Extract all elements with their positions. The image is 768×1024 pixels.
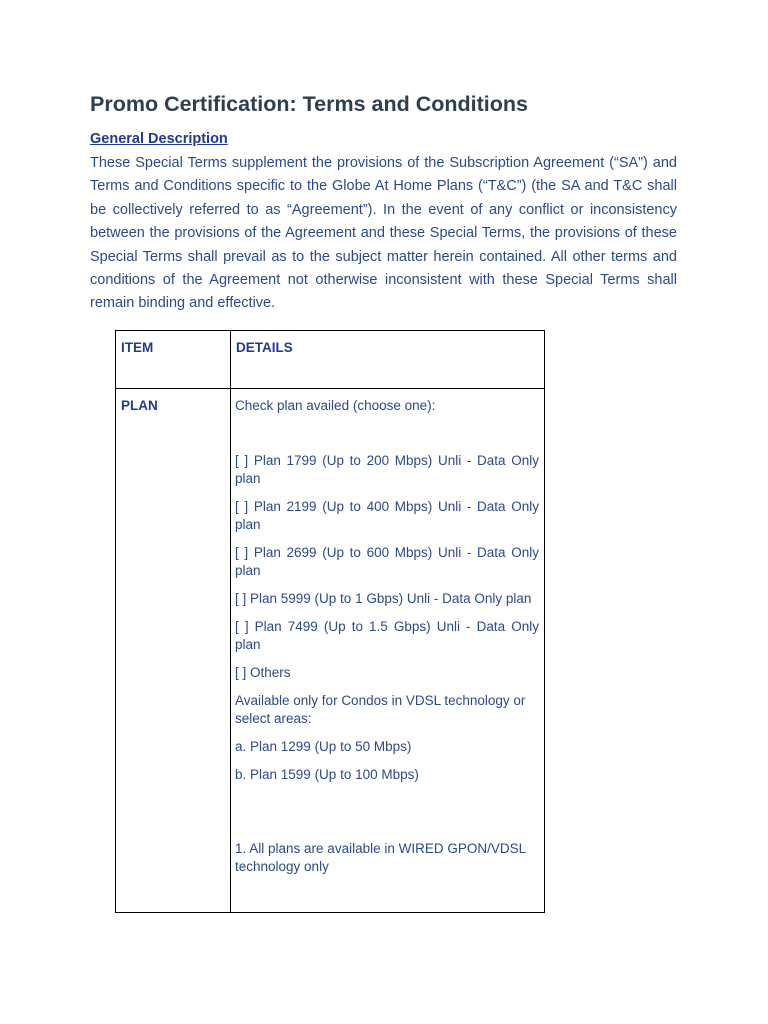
plan-footnote: 1. All plans are available in WIRED GPON/VDSL technology only bbox=[235, 841, 526, 874]
header-details: DETAILS bbox=[231, 331, 545, 389]
general-description-paragraph: These Special Terms supplement the provisions of the Subscription Agreement (“SA”) and Terms and Conditions specific to the Globe At Home Plans (“T&C”) (the SA and T&C shall be collectively referred to as “Agreement”). In the event of any conflict or inconsistency between the provisions of the Agreement and these Special Terms, the provisions of these Special Terms shall prevail as to the subject matter herein contained. All other terms and conditions of the Agreement not otherwise inconsistent with these Special Terms shall remain binding and effective. bbox=[90, 155, 677, 312]
plan-option-5999: [ ] Plan 5999 (Up to 1 Gbps) Unli - Data Only plan bbox=[235, 591, 532, 606]
sub-plan-1599: b. Plan 1599 (Up to 100 Mbps) bbox=[235, 767, 419, 782]
terms-table bbox=[115, 330, 545, 913]
plan-intro-text: Check plan availed (choose one): bbox=[235, 398, 436, 413]
table-header-row bbox=[116, 331, 545, 389]
page-title: Promo Certification: Terms and Conditions bbox=[90, 92, 528, 116]
section-heading-general-description: General Description bbox=[90, 131, 228, 147]
availability-note: Available only for Condos in VDSL technology or select areas: bbox=[235, 693, 526, 726]
plan-option-others: [ ] Others bbox=[235, 665, 291, 680]
plan-option-1799: [ ] Plan 1799 (Up to 200 Mbps) Unli - Data Only plan bbox=[235, 453, 539, 486]
sub-plan-1299: a. Plan 1299 (Up to 50 Mbps) bbox=[235, 739, 412, 754]
plan-option-7499: [ ] Plan 7499 (Up to 1.5 Gbps) Unli - Data Only plan bbox=[235, 619, 539, 652]
plan-details-cell bbox=[231, 389, 545, 913]
header-item: ITEM bbox=[116, 331, 231, 389]
item-plan-label: PLAN bbox=[116, 389, 231, 913]
plan-option-2199: [ ] Plan 2199 (Up to 400 Mbps) Unli - Data Only plan bbox=[235, 499, 539, 532]
table-row-plan bbox=[116, 389, 545, 913]
plan-option-2699: [ ] Plan 2699 (Up to 600 Mbps) Unli - Data Only plan bbox=[235, 545, 539, 578]
